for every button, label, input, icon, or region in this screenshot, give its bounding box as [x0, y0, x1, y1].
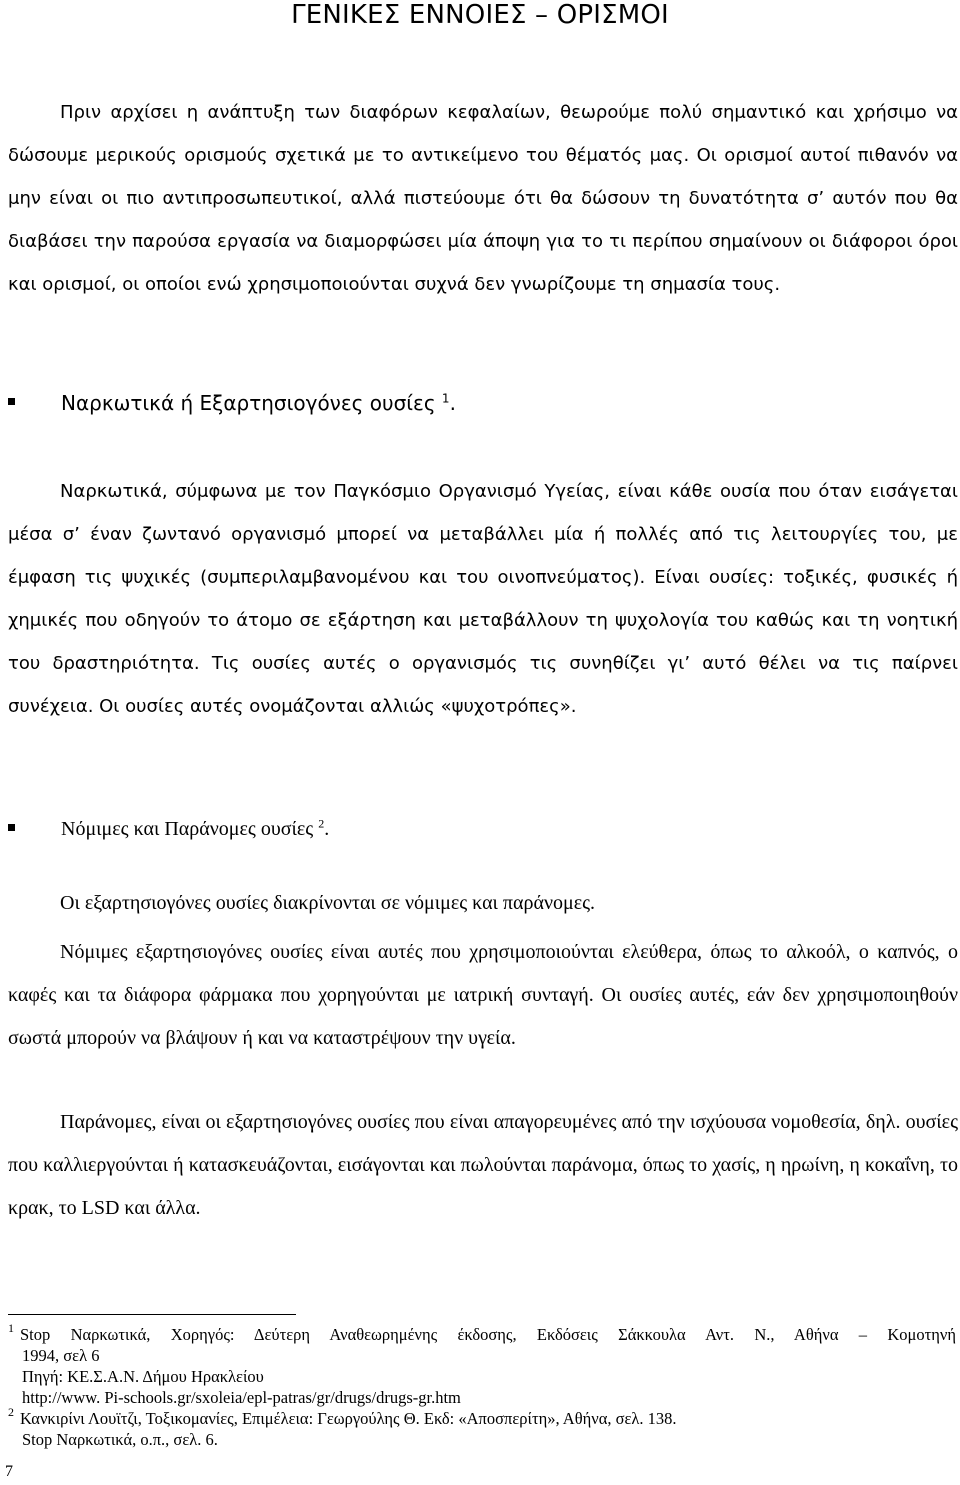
footnote-text: Stop Ναρκωτικά, ο.π., σελ. 6. [22, 1430, 218, 1449]
footnote-link[interactable]: http://www. Pi-schools.gr/sxoleia/epl-patras/gr/drugs/drugs-gr.htm [22, 1388, 461, 1407]
section-heading-text: Ναρκωτικά ή Εξαρτησιογόνες ουσίες [61, 391, 436, 415]
illegal-substances-paragraph: Παράνομες, είναι οι εξαρτησιογόνες ουσίες που είναι απαγορευμένες από την ισχύουσα νομοθεσία, δηλ. ουσίες που καλλιεργούνται ή κατασκευάζονται, εισάγονται και πωλούνται παράνομα, όπως το χασίς, η ηρωίνη, η κοκαΐνη, το κρακ, το LSD και άλλα. [8, 1111, 958, 1219]
page-number: 7 [5, 1463, 13, 1480]
footnote-text: 1994, σελ 6 [22, 1346, 100, 1365]
footnote-ref: 1 [441, 391, 450, 406]
footnote-text: Stop Ναρκωτικά, Χορηγός: Δεύτερη Αναθεωρημένης έκδοσης, Εκδόσεις Σάκκουλα Αντ. Ν., Αθήνα – Κομοτηνή [20, 1325, 956, 1344]
footnote-text: Κανκιρίνι Λουϊτζι, Τοξικομανίες, Επιμέλεια: Γεωργούλης Θ. Εκδ: «Αποσπερίτη», Αθήνα, σελ. 138. [20, 1409, 677, 1428]
page-title: ΓΕΝΙΚΕΣ ΕΝΝΟΙΕΣ – ΟΡΙΣΜΟΙ [291, 0, 669, 30]
square-bullet-icon [8, 398, 15, 405]
narcotics-paragraph: Ναρκωτικά, σύμφωνα με τον Παγκόσμιο Οργανισμό Υγείας, είναι κάθε ουσία που όταν εισάγεται μέσα σ’ έναν ζωντανό οργανισμό μπορεί να μεταβάλλει μία ή πολλές από τις λειτουργίες του, με έμφαση τις ψυχικές (συμπεριλαμβανομένου και του οινοπνεύματος). Είναι ουσίες: τοξικές, φυσικές ή χημικές που οδηγούν το άτομο σε εξάρτηση και μεταβάλλουν τη ψυχολογία του καθώς και τη νοητική του δραστηριότητα. Τις ουσίες αυτές ο οργανισμός τις συνηθίζει γι’ αυτό θέλει να τις παίρνει συνέχεια. Οι ουσίες αυτές ονομάζονται αλλιώς «ψυχοτρόπες». [8, 481, 958, 717]
footnote-number: 1 [8, 1321, 14, 1335]
footnote-ref: 2 [318, 816, 325, 831]
footnote-divider [8, 1314, 296, 1315]
footnote-2 [8, 1405, 958, 1429]
footnote-1 [8, 1321, 958, 1345]
intro-paragraph: Πριν αρχίσει η ανάπτυξη των διαφόρων κεφαλαίων, θεωρούμε πολύ σημαντικό και χρήσιμο να δώσουμε μερικούς ορισμούς σχετικά με το αντικείμενο του θέματός μας. Οι ορισμοί αυτοί πιθανόν να μην είναι οι πιο αντιπροσωπευτικοί, αλλά πιστεύουμε ότι θα δώσουν τη δυνατότητα σ’ αυτόν που θα διαβάσει την παρούσα εργασία να διαμορφώσει μία άποψη για το τι περίπου σημαίνουν οι διάφοροι όροι και ορισμοί, οι οποίοι ενώ χρησιμοποιούνται συχνά δεν γνωρίζουμε τη σημασία τους. [8, 102, 958, 295]
footnotes [8, 1321, 958, 1450]
heading-punct: . [324, 818, 330, 840]
square-bullet-icon [8, 824, 15, 831]
legal-substances-paragraph: Νόμιμες εξαρτησιογόνες ουσίες είναι αυτές που χρησιμοποιούνται ελεύθερα, όπως το αλκοόλ, ο καπνός, ο καφές και τα διάφορα φάρμακα που χορηγούνται με ιατρική συνταγή. Οι ουσίες αυτές, εάν δεν χρησιμοποιηθούν σωστά μπορούν να βλάψουν ή και να καταστρέψουν την υγεία. [8, 941, 958, 1049]
footnote-text: Πηγή: ΚΕ.Σ.Α.Ν. Δήμου Ηρακλείου [22, 1367, 264, 1386]
section-heading-text: Νόμιμες και Παράνομες ουσίες [61, 818, 314, 840]
footnote-number: 2 [8, 1405, 14, 1419]
heading-punct: . [449, 391, 456, 415]
legal-illegal-lead: Οι εξαρτησιογόνες ουσίες διακρίνονται σε νόμιμες και παράνομες. [60, 892, 596, 914]
